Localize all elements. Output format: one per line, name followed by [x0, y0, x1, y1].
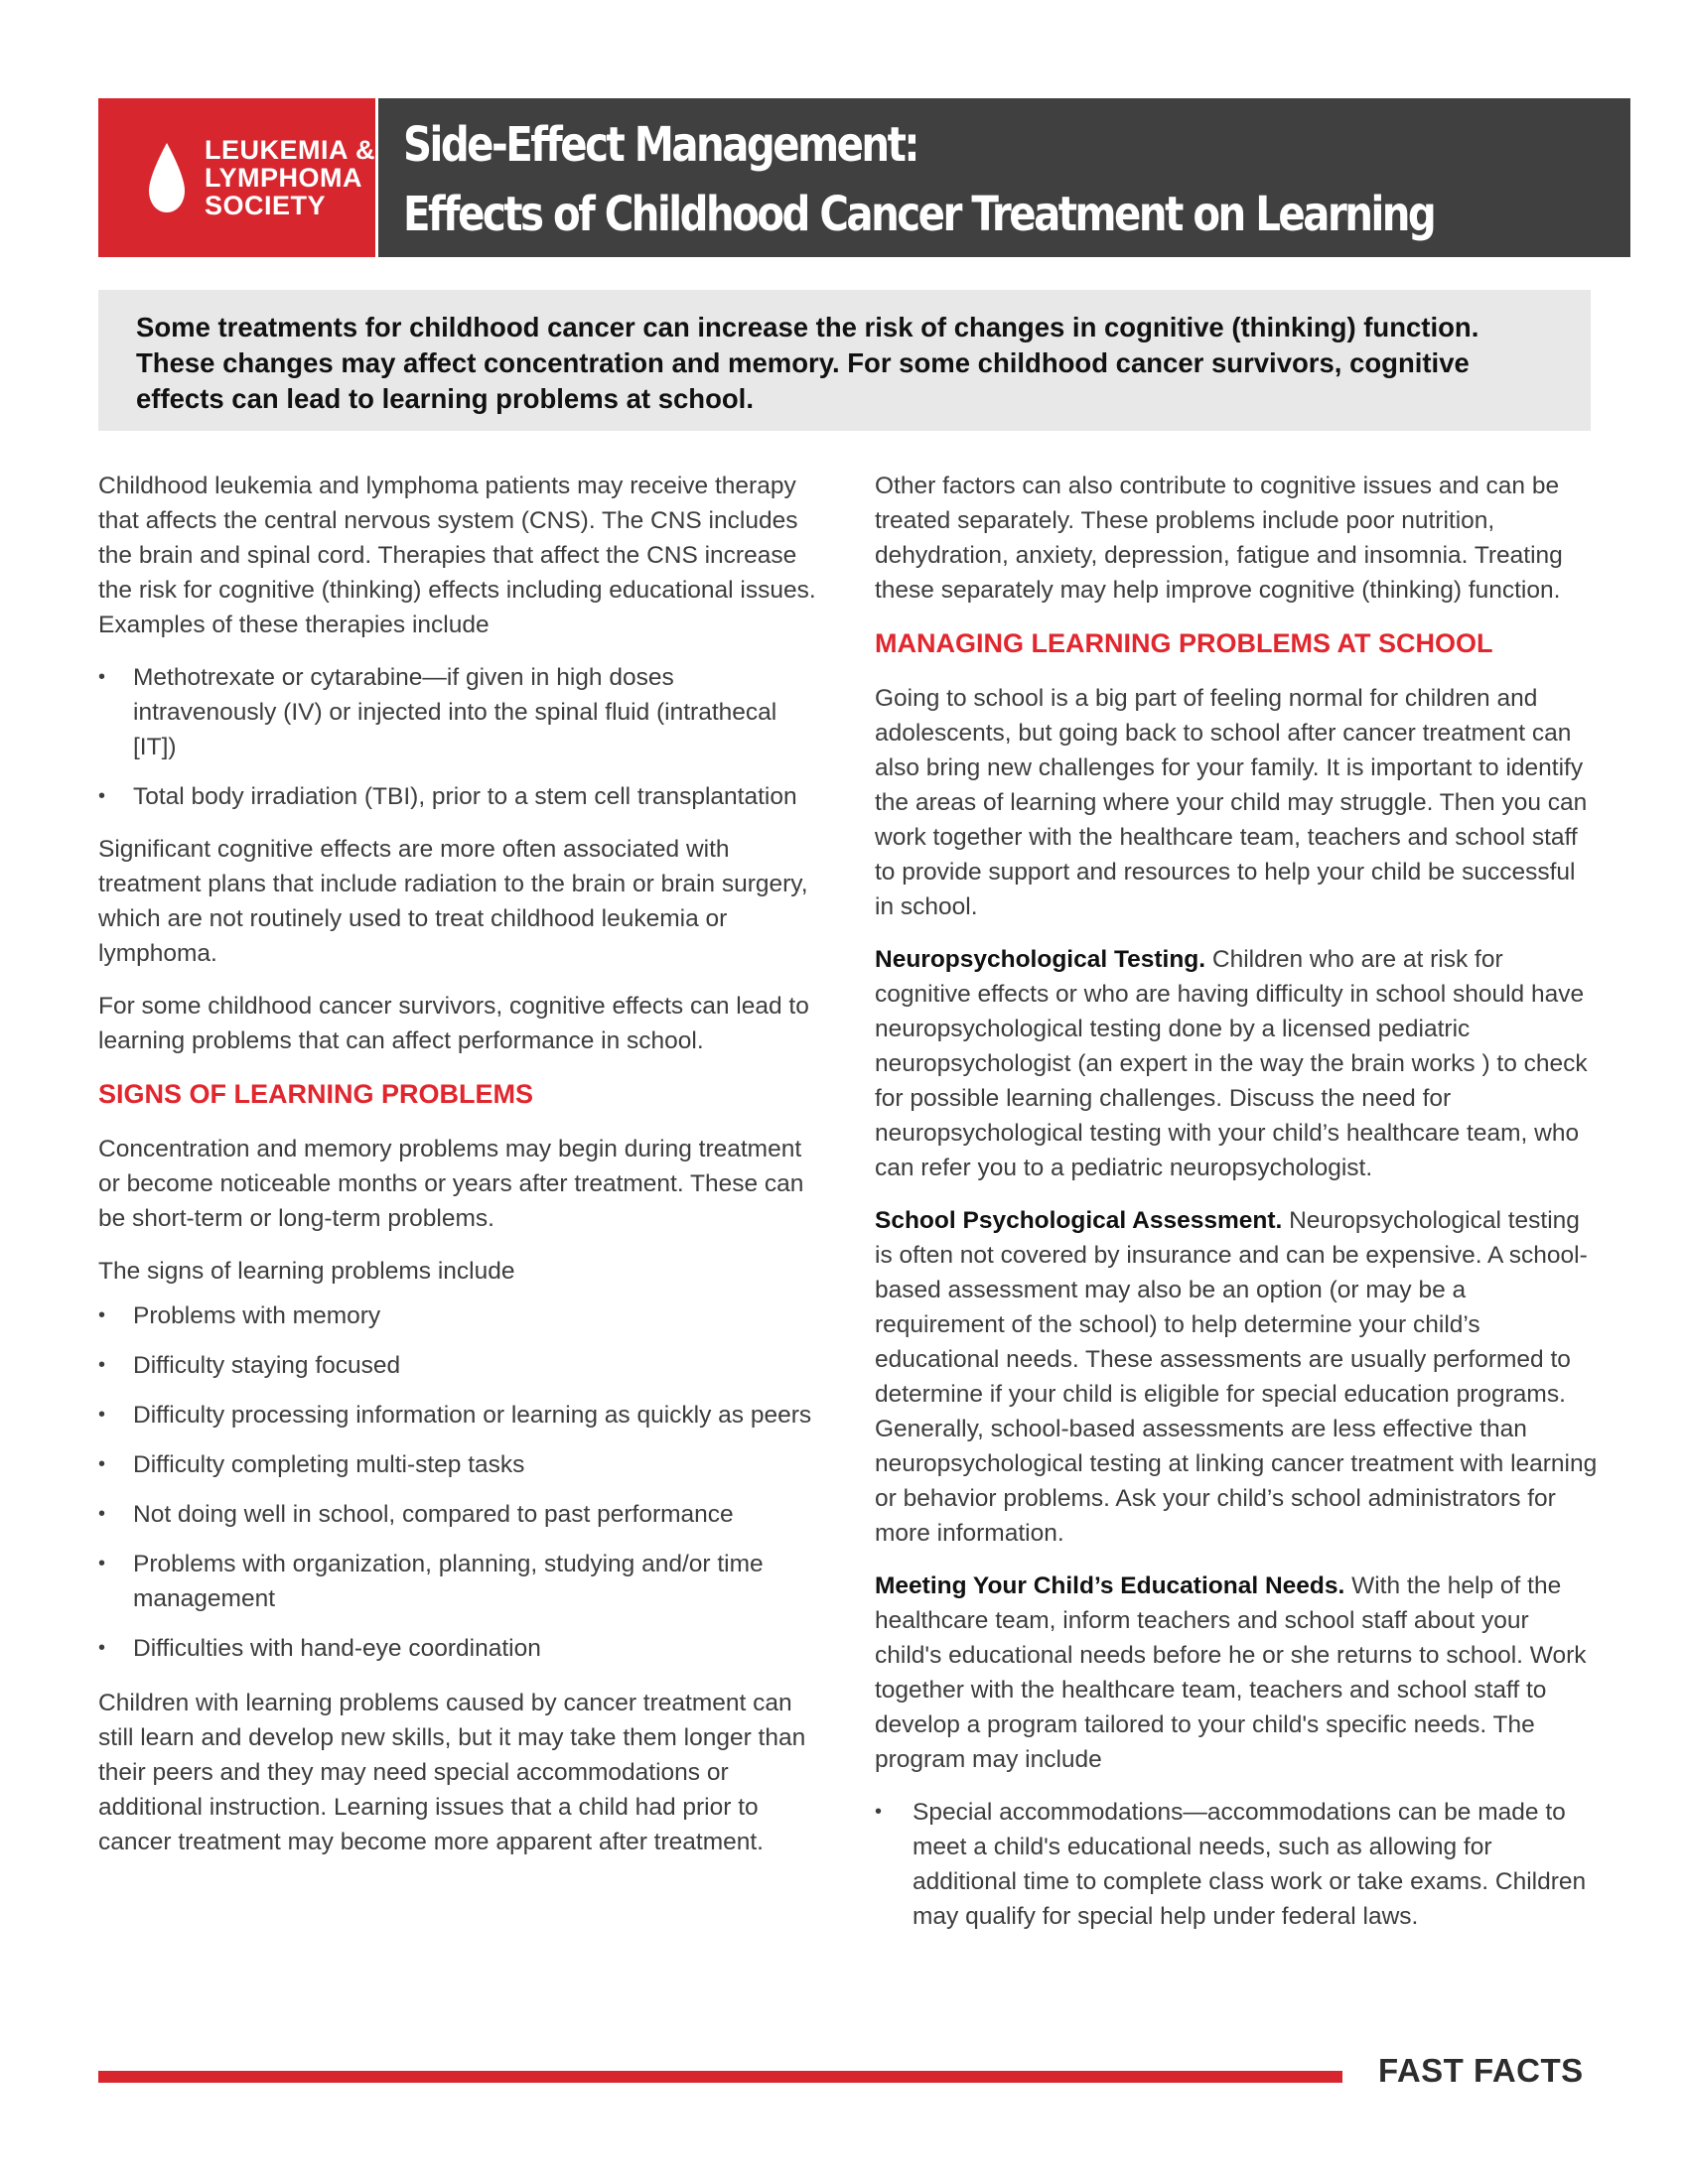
school-paragraph: Going to school is a big part of feeling normal for children and adolescents, but going back to school after cancer treatment can also bring new challenges for your family. It is important to identify the areas of learning where your child may struggle. Then you can work together with the healthcare team, teachers and school staff to provide support and resources to help your child be successful in school.	[875, 685, 1588, 920]
page-title-line-2: Effects of Childhood Cancer Treatment on Learning	[403, 187, 1435, 242]
logo-line-3: SOCIETY	[205, 191, 327, 220]
right-column	[875, 469, 1600, 1952]
cns-paragraph: Childhood leukemia and lymphoma patients may receive therapy that affects the central nervous system (CNS). The CNS includes the brain and spinal cord. Therapies that affect the CNS increase the risk for cognitive (thinking) effects including educational issues. Examples of these therapies include	[98, 473, 816, 638]
logo-line-2: LYMPHOMA	[205, 163, 363, 193]
logo-wordmark	[205, 136, 375, 219]
educational-needs-paragraph	[875, 1569, 1600, 1777]
signs-list	[98, 1298, 823, 1666]
signs-intro: The signs of learning problems include	[98, 1258, 515, 1285]
school-assessment-lead: School Psychological Assessment.	[875, 1207, 1283, 1234]
list-item: • Not doing well in school, compared to past performance	[98, 1497, 823, 1532]
fast-facts-label: FAST FACTS	[1378, 2052, 1584, 2089]
list-item: • Difficulty processing information or learning as quickly as peers	[98, 1398, 823, 1433]
page-title-line-1: Side-Effect Management:	[403, 117, 917, 173]
list-item: • Special accommodations—accommodations can be made to meet a child's educational needs, such as allowing for additional time to complete class work or take exams. Children may qualify for special help under federal laws.	[875, 1795, 1600, 1934]
logo-line-1: LEUKEMIA &	[205, 135, 375, 165]
neuro-testing-lead: Neuropsychological Testing.	[875, 946, 1206, 973]
header-banner	[98, 98, 1591, 257]
list-item: • Methotrexate or cytarabine—if given in high doses intravenously (IV) or injected into the spinal fluid (intrathecal [IT])	[98, 660, 823, 764]
managing-heading: MANAGING LEARNING PROBLEMS AT SCHOOL	[875, 628, 1493, 658]
title-bar	[378, 98, 1630, 257]
therapies-list	[98, 660, 823, 814]
list-item: • Problems with organization, planning, studying and/or time management	[98, 1547, 823, 1616]
other-factors-paragraph: Other factors can also contribute to cognitive issues and can be treated separately. These problems include poor nutrition, dehydration, anxiety, depression, fatigue and insomnia. Treating these separately may help improve cognitive (thinking) function.	[875, 473, 1563, 604]
significant-effects-paragraph: Significant cognitive effects are more often associated with treatment plans that include radiation to the brain or brain surgery, which are not routinely used to treat childhood leukemia or lymphoma.	[98, 836, 808, 967]
left-column	[98, 469, 823, 1877]
educational-needs-lead: Meeting Your Child’s Educational Needs.	[875, 1572, 1345, 1599]
school-assessment-text: Neuropsychological testing is often not covered by insurance and can be expensive. A school-based assessment may also be an option (or may be a requirement of the school) to help determine your child’s educational needs. These assessments are usually performed to determine if your child is eligible for special education programs. Generally, school-based assessments are less effective than neuropsychological testing at linking cancer treatment with learning or behavior problems. Ask your child’s school administrators for more information.	[875, 1207, 1598, 1547]
neuro-testing-text: Children who are at risk for cognitive effects or who are having difficulty in school should have neuropsychological testing done by a licensed pediatric neuropsychologist (an expert in the way the brain works ) to check for possible learning challenges. Discuss the need for neuropsychological testing with your child’s healthcare team, who can refer you to a pediatric neuropsychologist.	[875, 946, 1588, 1181]
signs-heading: SIGNS OF LEARNING PROBLEMS	[98, 1079, 534, 1109]
list-item: • Difficulty completing multi-step tasks	[98, 1447, 823, 1482]
lls-logo	[98, 98, 375, 257]
list-item: • Total body irradiation (TBI), prior to a stem cell transplantation	[98, 779, 823, 814]
intro-text: Some treatments for childhood cancer can increase the risk of changes in cognitive (thinking) function. These changes may affect concentration and memory. For some childhood cancer survivors, cognitive effects can lead to learning problems at school.	[136, 312, 1479, 414]
footer-rule	[98, 2071, 1342, 2083]
intro-callout	[98, 290, 1591, 431]
educational-needs-text: With the help of the healthcare team, inform teachers and school staff about your child's educational needs before he or she returns to school. Work together with the healthcare team, teachers and school staff to develop a program tailored to your child's specific needs. The program may include	[875, 1572, 1587, 1773]
children-paragraph: Children with learning problems caused by cancer treatment can still learn and develop new skills, but it may take them longer than their peers and they may need special accommodations or additional instruction. Learning issues that a child had prior to cancer treatment may become more apparent after treatment.	[98, 1690, 806, 1855]
survivors-paragraph: For some childhood cancer survivors, cognitive effects can lead to learning problems that can affect performance in school.	[98, 993, 809, 1054]
blood-drop-icon	[145, 141, 189, 215]
concentration-paragraph: Concentration and memory problems may begin during treatment or become noticeable months or years after treatment. These can be short-term or long-term problems.	[98, 1136, 804, 1232]
list-item: • Problems with memory	[98, 1298, 823, 1333]
program-list	[875, 1795, 1600, 1934]
neuro-testing-paragraph	[875, 942, 1600, 1185]
school-assessment-paragraph	[875, 1203, 1600, 1551]
list-item: • Difficulty staying focused	[98, 1348, 823, 1383]
list-item: • Difficulties with hand-eye coordination	[98, 1631, 823, 1666]
